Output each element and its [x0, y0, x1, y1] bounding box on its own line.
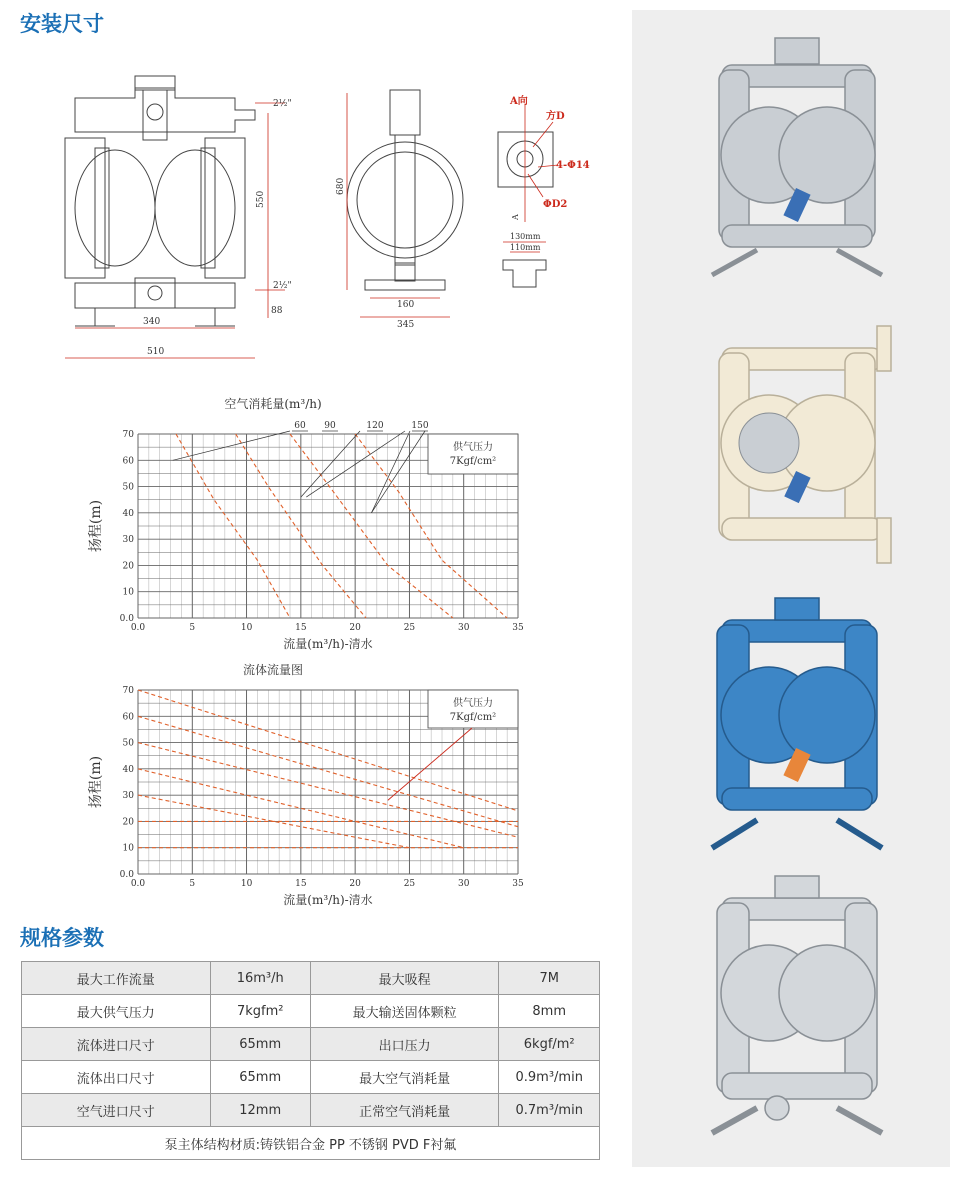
x-axis-label: 流量(m³/h)-清水 [283, 893, 373, 907]
pump-photo-cast-iron [697, 590, 897, 860]
y-tick-label: 0.0 [119, 614, 134, 624]
spec-footer: 泵主体结构材质:铸铁铝合金 PP 不锈钢 PVD F衬氟 [22, 1127, 600, 1160]
x-tick-label: 5 [189, 879, 196, 889]
x-tick-label: 20 [349, 879, 361, 889]
fluid-flow-chart [80, 652, 540, 912]
spec-value: 65mm [210, 1061, 310, 1094]
spec-row [22, 1094, 600, 1127]
dim-160: 160 [397, 300, 415, 310]
x-tick-label: 25 [403, 623, 416, 633]
y-tick-label: 10 [122, 587, 134, 598]
spec-row [22, 962, 600, 995]
dim-pipe-top: 2½" [273, 99, 292, 109]
x-tick-label: 10 [240, 623, 253, 633]
y-tick-label: 40 [122, 764, 134, 775]
x-tick-label: 35 [512, 879, 524, 889]
leader-line [173, 431, 290, 460]
y-tick-label: 70 [122, 686, 134, 696]
spec-value: 7kgfm² [210, 995, 310, 1028]
legend-text: 供气压力 [453, 442, 493, 453]
flange-diam-d2: ΦD2 [543, 199, 568, 210]
y-axis-label: 扬程(m) [88, 499, 104, 553]
x-tick-label: 5 [189, 623, 196, 633]
spec-value: 16m³/h [210, 962, 310, 995]
spec-row [22, 1061, 600, 1094]
leader-line [388, 728, 472, 800]
spec-value: 7M [499, 962, 600, 995]
spec-label: 最大空气消耗量 [310, 1061, 499, 1094]
x-tick-label: 30 [457, 879, 470, 889]
air-consumption-chart [80, 390, 540, 652]
side-view-drawing [335, 85, 475, 345]
y-tick-label: 60 [122, 456, 134, 467]
dim-510: 510 [147, 347, 165, 357]
spec-value: 0.9m³/min [499, 1061, 600, 1094]
flange-130: 130mm [510, 232, 541, 241]
spec-row [22, 995, 600, 1028]
spec-label: 最大输送固体颗粒 [310, 995, 499, 1028]
pump-photo-stainless [697, 868, 897, 1148]
spec-label: 流体进口尺寸 [22, 1028, 211, 1061]
air-consumption-label: 150 [411, 421, 429, 431]
flange-a-dir: A向 [510, 96, 528, 107]
spec-value: 12mm [210, 1094, 310, 1127]
flange-detail-drawing [488, 92, 608, 292]
y-tick-label: 0.0 [119, 870, 134, 880]
y-tick-label: 30 [122, 535, 134, 546]
spec-table [21, 961, 600, 1160]
pump-photo-pp [697, 318, 897, 588]
install-title: 安装尺寸 [20, 12, 104, 36]
spec-value: 8mm [499, 995, 600, 1028]
y-tick-label: 50 [122, 738, 134, 749]
series-line [138, 716, 518, 826]
air-consumption-label: 90 [324, 421, 336, 431]
flange-110: 110mm [510, 243, 541, 252]
y-tick-label: 30 [122, 791, 134, 802]
x-axis-label: 流量(m³/h)-清水 [283, 637, 373, 651]
y-tick-label: 40 [122, 508, 134, 519]
chart-title: 流体流量图 [242, 663, 304, 677]
x-tick-label: 20 [349, 623, 361, 633]
spec-label: 流体出口尺寸 [22, 1061, 211, 1094]
y-tick-label: 10 [122, 843, 134, 854]
y-tick-label: 70 [122, 430, 134, 440]
x-tick-label: 0.0 [130, 623, 146, 633]
dim-340: 340 [143, 317, 161, 327]
pump-photo-aluminum [697, 30, 897, 290]
spec-row [22, 1028, 600, 1061]
y-tick-label: 20 [122, 817, 134, 828]
legend-text: 供气压力 [453, 698, 493, 709]
y-tick-label: 60 [122, 712, 134, 723]
air-consumption-label: 60 [294, 421, 306, 431]
series-line [138, 743, 518, 838]
product-photo-panel [632, 10, 950, 1167]
leader-line [371, 431, 410, 513]
spec-value: 65mm [210, 1028, 310, 1061]
legend-text: 7Kgf/cm² [449, 712, 497, 723]
y-axis-label: 扬程(m) [88, 755, 104, 809]
spec-label: 空气进口尺寸 [22, 1094, 211, 1127]
chart-title: 空气消耗量(m³/h) [224, 397, 322, 411]
spec-label: 最大供气压力 [22, 995, 211, 1028]
spec-title: 规格参数 [20, 926, 104, 950]
spec-value: 0.7m³/min [499, 1094, 600, 1127]
y-tick-label: 20 [122, 561, 134, 572]
x-tick-label: 10 [240, 879, 253, 889]
leader-line [306, 431, 405, 497]
y-tick-label: 50 [122, 482, 134, 493]
flange-square-d: 方D [546, 111, 565, 122]
flange-a-label: A [511, 214, 520, 220]
x-tick-label: 35 [512, 623, 524, 633]
x-tick-label: 15 [295, 623, 307, 633]
spec-label: 最大工作流量 [22, 962, 211, 995]
dim-680: 680 [336, 177, 346, 195]
x-tick-label: 25 [403, 879, 416, 889]
spec-value: 6kgf/m² [499, 1028, 600, 1061]
x-tick-label: 30 [457, 623, 470, 633]
x-tick-label: 0.0 [130, 879, 146, 889]
dim-88: 88 [271, 306, 283, 316]
dim-345: 345 [397, 320, 415, 330]
spec-label: 出口压力 [310, 1028, 499, 1061]
flange-holes: 4-Φ14 [556, 160, 590, 171]
front-view-drawing [55, 68, 355, 428]
legend-box [428, 434, 518, 474]
leader-line [371, 431, 425, 513]
spec-label: 最大吸程 [310, 962, 499, 995]
legend-text: 7Kgf/cm² [449, 456, 497, 467]
air-consumption-label: 120 [366, 421, 384, 431]
spec-label: 正常空气消耗量 [310, 1094, 499, 1127]
x-tick-label: 15 [295, 879, 307, 889]
dim-pipe-bottom: 2½" [273, 281, 292, 291]
dim-550: 550 [256, 190, 266, 208]
